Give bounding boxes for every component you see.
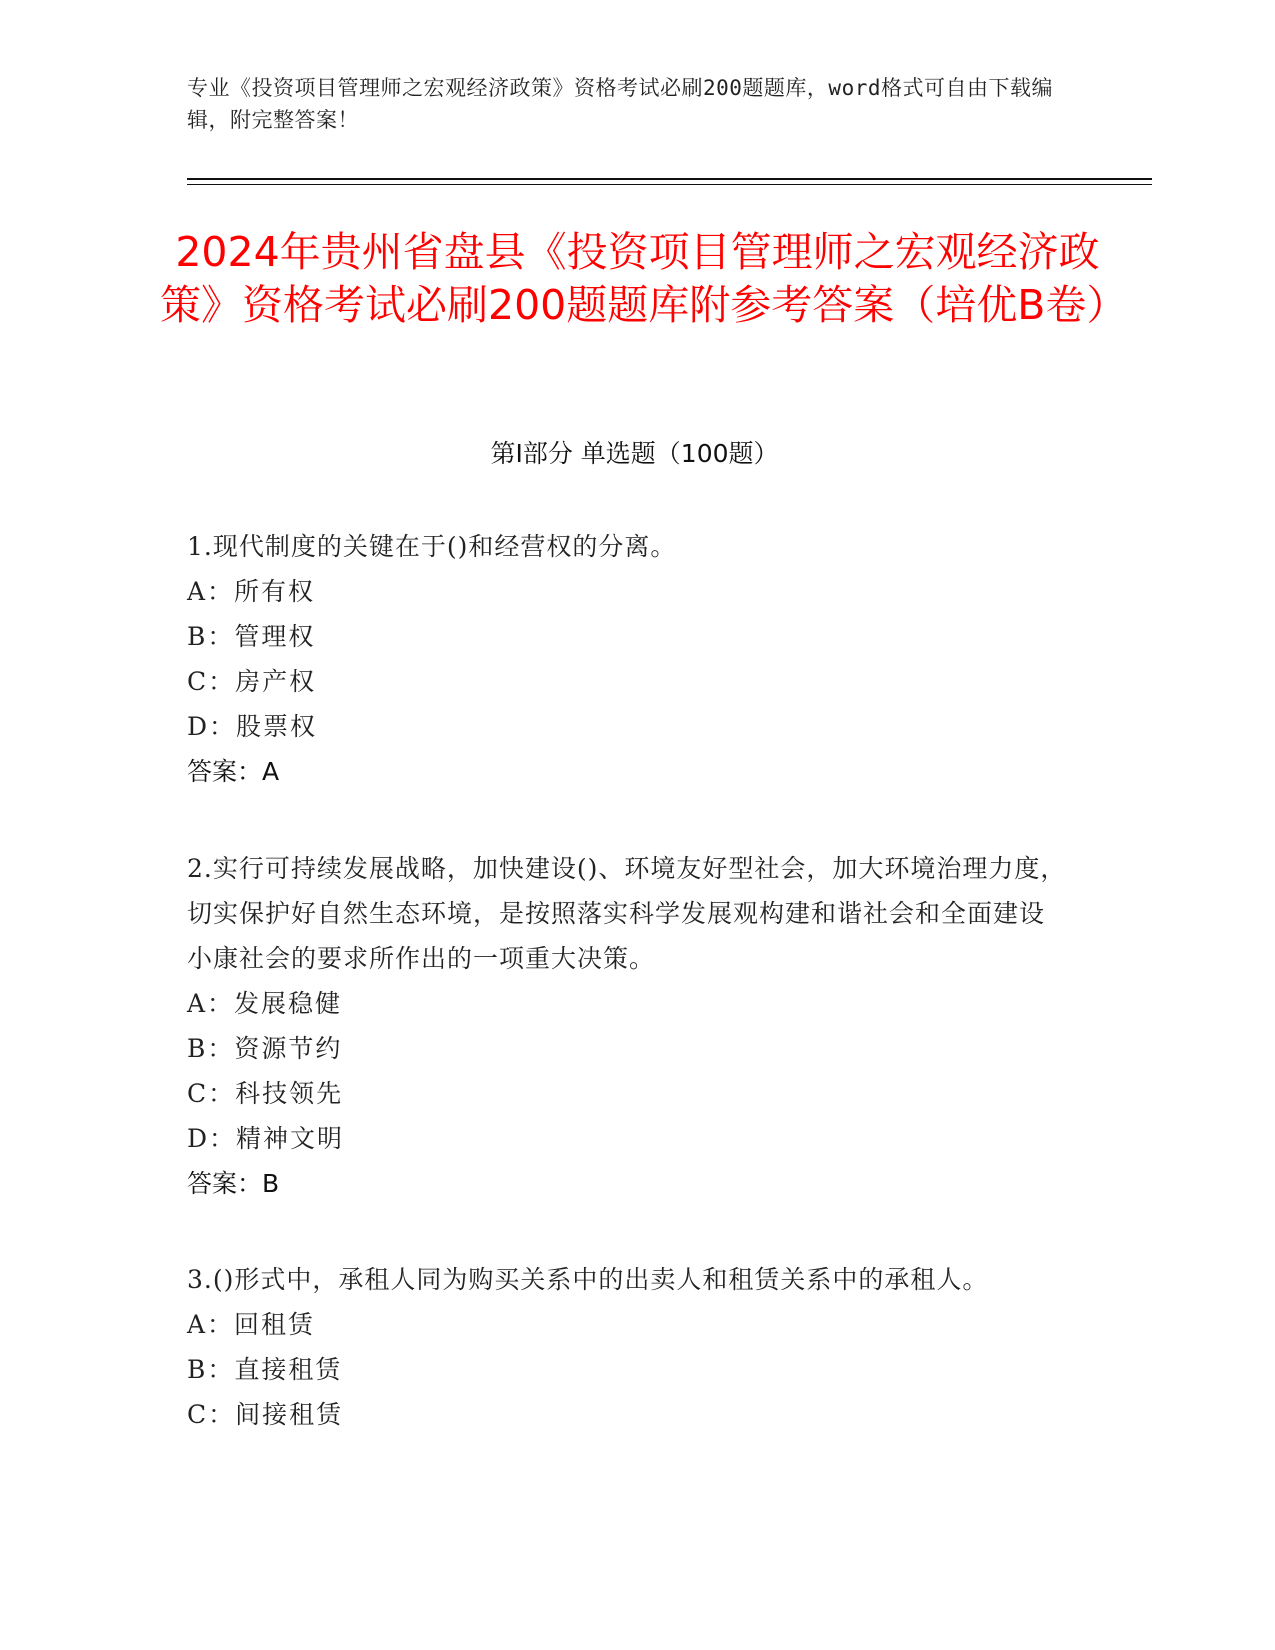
question-1	[187, 524, 1067, 794]
option-d: D：股票权	[187, 712, 318, 741]
option-c: C：房产权	[187, 667, 317, 696]
option-a: A：所有权	[187, 577, 316, 606]
header-divider-thin	[187, 184, 1152, 185]
header-note: 专业《投资项目管理师之宏观经济政策》资格考试必刷200题题库，word格式可自由下载编辑，附完整答案！	[187, 76, 1053, 132]
answer: 答案：B	[187, 1169, 280, 1198]
question-stem: 1.现代制度的关键在于()和经营权的分离。	[187, 532, 677, 561]
option-b: B：资源节约	[187, 1034, 343, 1063]
option-a: A：发展稳健	[187, 989, 343, 1018]
question-stem: 2.实行可持续发展战略，加快建设()、环境友好型社会，加大环境治理力度，切实保护好自然生态环境，是按照落实科学发展观构建和谐社会和全面建设小康社会的要求所作出的一项重大决策。	[187, 854, 1067, 973]
answer: 答案：A	[187, 757, 280, 786]
option-a: A：回租赁	[187, 1310, 316, 1339]
question-2	[187, 846, 1067, 1206]
question-3	[187, 1257, 1067, 1437]
option-c: C：科技领先	[187, 1079, 344, 1108]
header-divider-thick	[187, 178, 1152, 180]
document-title: 2024年贵州省盘县《投资项目管理师之宏观经济政策》资格考试必刷200题题库附参考答案（培优B卷）	[160, 228, 1128, 329]
option-b: B：管理权	[187, 622, 316, 651]
section-title: 第I部分 单选题（100题）	[490, 439, 779, 468]
option-c: C：间接租赁	[187, 1400, 344, 1429]
option-b: B：直接租赁	[187, 1355, 343, 1384]
question-stem: 3.()形式中，承租人同为购买关系中的出卖人和租赁关系中的承租人。	[187, 1265, 989, 1294]
option-d: D：精神文明	[187, 1124, 345, 1153]
